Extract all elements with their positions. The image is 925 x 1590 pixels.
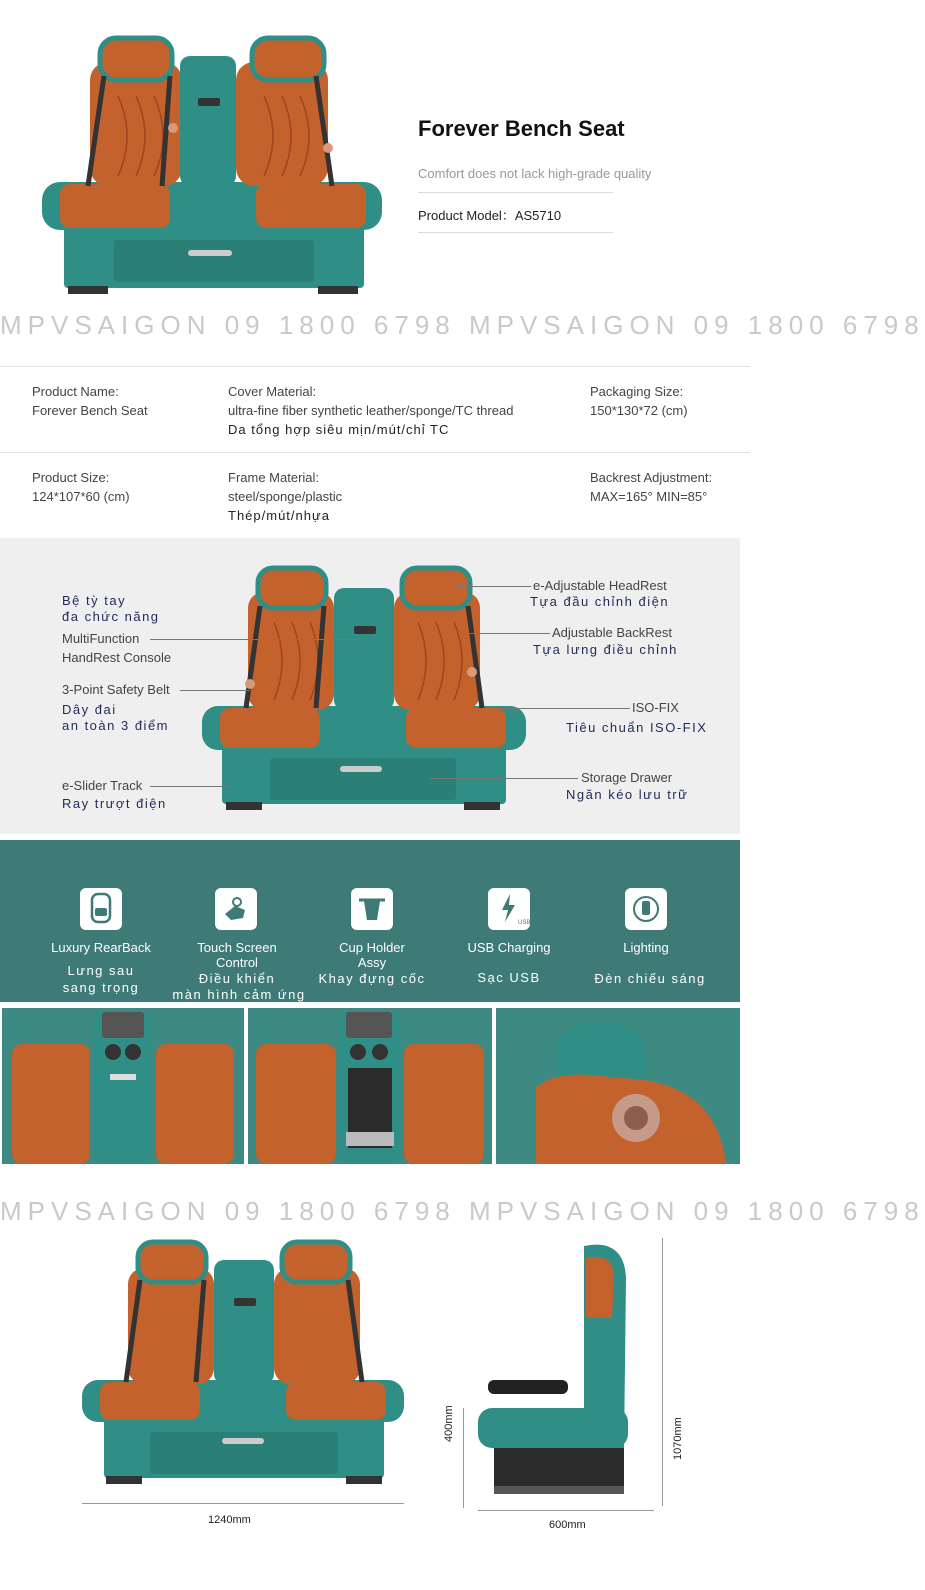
feature-label-vi: Lưng sau <box>67 963 135 978</box>
spec-size-value: 124*107*60 (cm) <box>32 489 130 504</box>
backrest-callout-vi: Tựa lưng điều chỉnh <box>533 642 678 657</box>
leader-line <box>430 778 578 779</box>
product-model: Product Model：AS5710 <box>418 208 562 223</box>
feature-label-vi: màn hình cảm ứng <box>172 987 306 1002</box>
divider <box>418 232 613 233</box>
multifunction-callout-line1: MultiFunction <box>62 631 140 646</box>
spec-backrest-label: Backrest Adjustment: <box>590 470 713 485</box>
side-view-seat-image <box>474 1238 660 1502</box>
drawer-callout-en: Storage Drawer <box>581 770 673 785</box>
isofix-callout-en: ISO-FIX <box>632 700 679 715</box>
feature-label-en: Touch Screen <box>197 940 277 955</box>
feature-label-en: Luxury RearBack <box>51 940 151 955</box>
spec-packaging-label: Packaging Size: <box>590 384 684 399</box>
spec-frame-value: steel/sponge/plastic <box>228 489 343 504</box>
divider <box>418 192 613 193</box>
feature-label-en: Cup Holder <box>339 940 405 955</box>
belt-callout-vi-line1: Dây đai <box>62 702 117 717</box>
console-photo-open <box>248 1008 492 1164</box>
page-subtitle: Comfort does not lack high-grade quality <box>418 166 652 181</box>
headrest-callout-vi: Tựa đầu chỉnh điện <box>530 594 670 609</box>
feature-label-en: USB Charging <box>467 940 551 955</box>
touch-hand-icon <box>215 888 257 930</box>
leader-line <box>460 633 550 634</box>
feature-label-vi: Khay đựng cốc <box>318 971 426 986</box>
usb-bolt-icon <box>488 888 530 930</box>
feature-label-en-line2: Assy <box>357 955 387 970</box>
width-dimension: 1240mm <box>208 1514 251 1526</box>
light-icon <box>625 888 667 930</box>
divider <box>0 366 750 367</box>
feature-label-en: Lighting <box>623 940 669 955</box>
armrest-callout-vi-line2: đa chức năng <box>62 609 160 624</box>
spec-cover-label: Cover Material: <box>228 384 317 399</box>
feature-label-vi: Đèn chiếu sáng <box>594 971 706 986</box>
leader-line <box>180 690 250 691</box>
depth-dimension-line <box>478 1510 654 1511</box>
drawer-callout-vi: Ngăn kéo lưu trữ <box>566 787 689 802</box>
spec-product-name-label: Product Name: <box>32 384 119 399</box>
isofix-callout-vi: Tiêu chuẩn ISO-FIX <box>566 720 708 735</box>
feature-label-en-line2: Control <box>216 955 258 970</box>
watermark-text: MPVSAIGON 09 1800 6798 MPVSAIGON 09 1800 6798 <box>0 310 925 340</box>
leader-line <box>455 586 531 587</box>
feature-label-vi: sang trọng <box>62 980 140 995</box>
width-dimension-line <box>82 1503 404 1504</box>
spec-size-label: Product Size: <box>32 470 110 485</box>
front-view-seat-image <box>80 1240 406 1488</box>
spec-backrest-value: MAX=165° MIN=85° <box>590 489 708 504</box>
watermark-text: MPVSAIGON 09 1800 6798 MPVSAIGON 09 1800 6798 <box>0 1196 925 1226</box>
backrest-callout-en: Adjustable BackRest <box>552 625 672 640</box>
slider-callout-en: e-Slider Track <box>62 778 143 793</box>
seat-back-icon <box>80 888 122 930</box>
belt-callout-en: 3-Point Safety Belt <box>62 682 170 697</box>
headrest-photo <box>496 1008 740 1164</box>
feature-label-vi: Sạc USB <box>477 970 541 985</box>
total-height-line <box>662 1238 663 1506</box>
feature-label-vi: Điều khiển <box>198 971 276 986</box>
hero-seat-image <box>38 36 388 298</box>
cup-icon <box>351 888 393 930</box>
leader-line <box>150 786 230 787</box>
depth-dimension: 600mm <box>549 1519 586 1531</box>
multifunction-callout-line2: HandRest Console <box>62 650 172 665</box>
belt-callout-vi-line2: an toàn 3 điểm <box>62 718 170 733</box>
armrest-callout-vi-line1: Bệ tỳ tay <box>62 593 127 608</box>
leader-line <box>150 639 360 640</box>
spec-frame-vi: Thép/mút/nhựa <box>228 508 330 523</box>
spec-frame-label: Frame Material: <box>228 470 320 485</box>
spec-cover-value: ultra-fine fiber synthetic leather/sponge/TC thread <box>228 403 514 418</box>
slider-callout-vi: Ray trượt điện <box>62 796 167 811</box>
headrest-callout-en: e-Adjustable HeadRest <box>533 578 667 593</box>
svg-text:USB: USB <box>518 920 531 926</box>
spec-cover-vi: Da tổng hợp siêu mịn/mút/chỉ TC <box>228 422 450 437</box>
total-height-dimension: 1070mm <box>672 1417 684 1460</box>
spec-packaging-value: 150*130*72 (cm) <box>590 403 688 418</box>
divider <box>0 452 750 453</box>
console-photo-closed <box>2 1008 244 1164</box>
seat-height-line <box>463 1408 464 1508</box>
page-title: Forever Bench Seat <box>418 116 625 141</box>
leader-line <box>500 708 630 709</box>
seat-height-dimension: 400mm <box>443 1405 455 1442</box>
spec-product-name-value: Forever Bench Seat <box>32 403 148 418</box>
